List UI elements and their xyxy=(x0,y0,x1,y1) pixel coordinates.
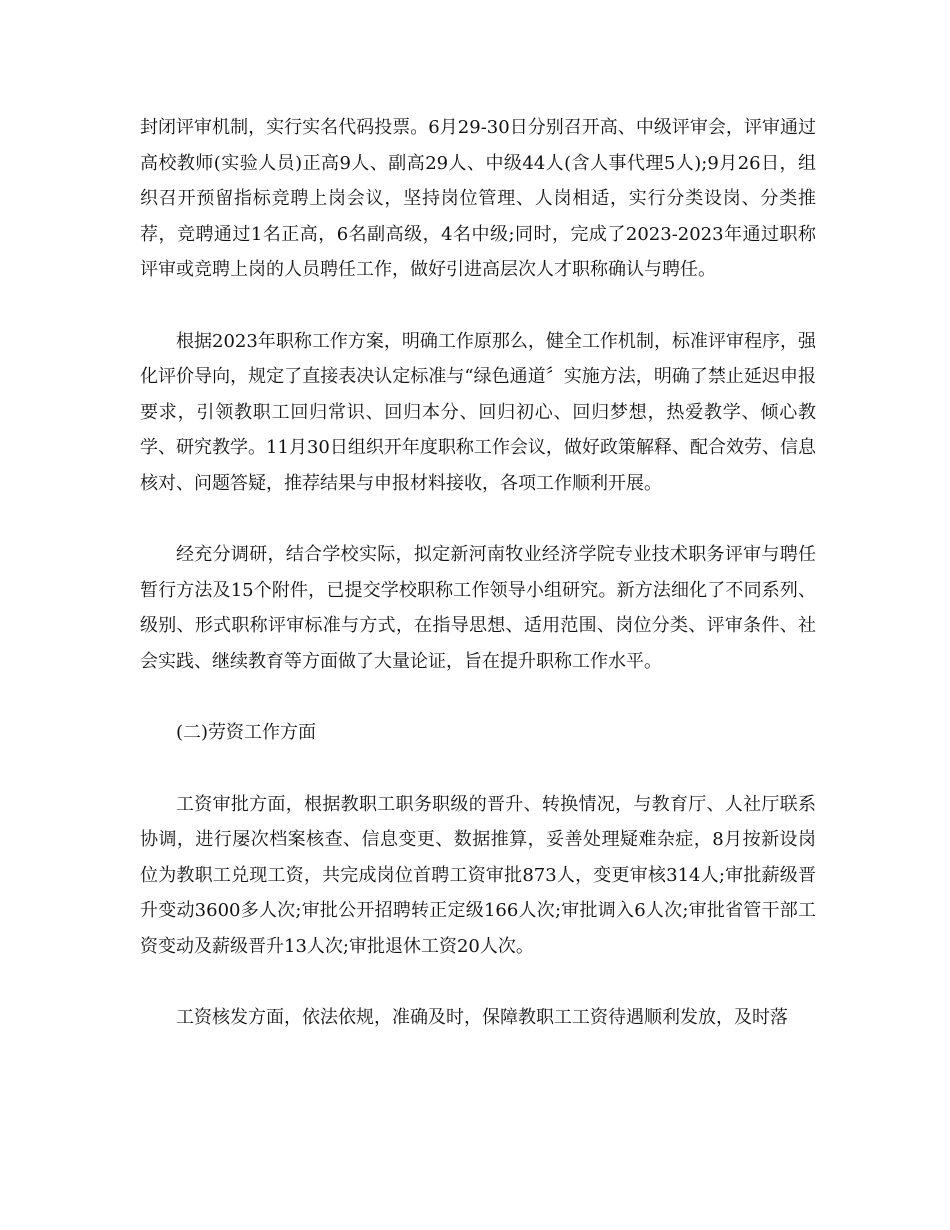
paragraph-wage-approval: 工资审批方面，根据教职工职务职级的晋升、转换情况，与教育厅、人社厅联系协调，进行屡次档案核查、信息变更、数据推算，妥善处理疑难杂症，8月按新设岗位为教职工兑现工资，共完成岗位首聘工资审批873人，变更审核314人;审批薪级晋升变动3600多人次;审批公开招聘转正定级166人次;审批调入6人次;审批省管干部工资变动及薪级晋升13人次;审批退休工资20人次。 xyxy=(140,793,816,957)
section-heading-labor-wages: (二)劳资工作方面 xyxy=(176,722,317,743)
paragraph-professional-title-review: 封闭评审机制，实行实名代码投票。6月29-30日分别召开高、中级评审会，评审通过高校教师(实验人员)正高9人、副高29人、中级44人(含人事代理5人);9月26日，组织召开预留指标竞聘上岗会议，坚持岗位管理、人岗相适，实行分类设岗、分类推荐，竞聘通过1名正高，6名副高级，4名中级;同时，完成了2023-2023年通过职称评审或竞聘上岗的人员聘任工作，做好引进高层次人才职称确认与聘任。 xyxy=(140,117,816,280)
paragraph-gap xyxy=(140,501,816,537)
paragraph-gap xyxy=(140,751,816,787)
paragraph-wage-payment: 工资核发方面，依法依规，准确及时，保障教职工工资待遇顺利发放，及时落 xyxy=(176,1007,788,1028)
document-page xyxy=(140,110,816,1036)
paragraph-gap xyxy=(140,288,816,324)
paragraph-gap xyxy=(140,679,816,715)
paragraph-review-measures: 经充分调研，结合学校实际，拟定新河南牧业经济学院专业技术职务评审与聘任暂行方法及15个附件，已提交学校职称工作领导小组研究。新方法细化了不同系列、级别、形式职称评审标准与方式，在指导思想、适用范围、岗位分类、评审条件、社会实践、继续教育等方面做了大量论证，旨在提升职称工作水平。 xyxy=(140,544,816,672)
paragraph-gap xyxy=(140,964,816,1000)
paragraph-title-work-plan: 根据2023年职称工作方案，明确工作原那么，健全工作机制，标准评审程序，强化评价导向，规定了直接表决认定标准与“绿色通道〞实施方法，明确了禁止延迟申报要求，引领教职工回归常识、回归本分、回归初心、回归梦想，热爱教学、倾心教学、研究教学。11月30日组织开年度职称工作会议，做好政策解释、配合效劳、信息核对、问题答疑，推荐结果与申报材料接收，各项工作顺利开展。 xyxy=(140,330,816,494)
